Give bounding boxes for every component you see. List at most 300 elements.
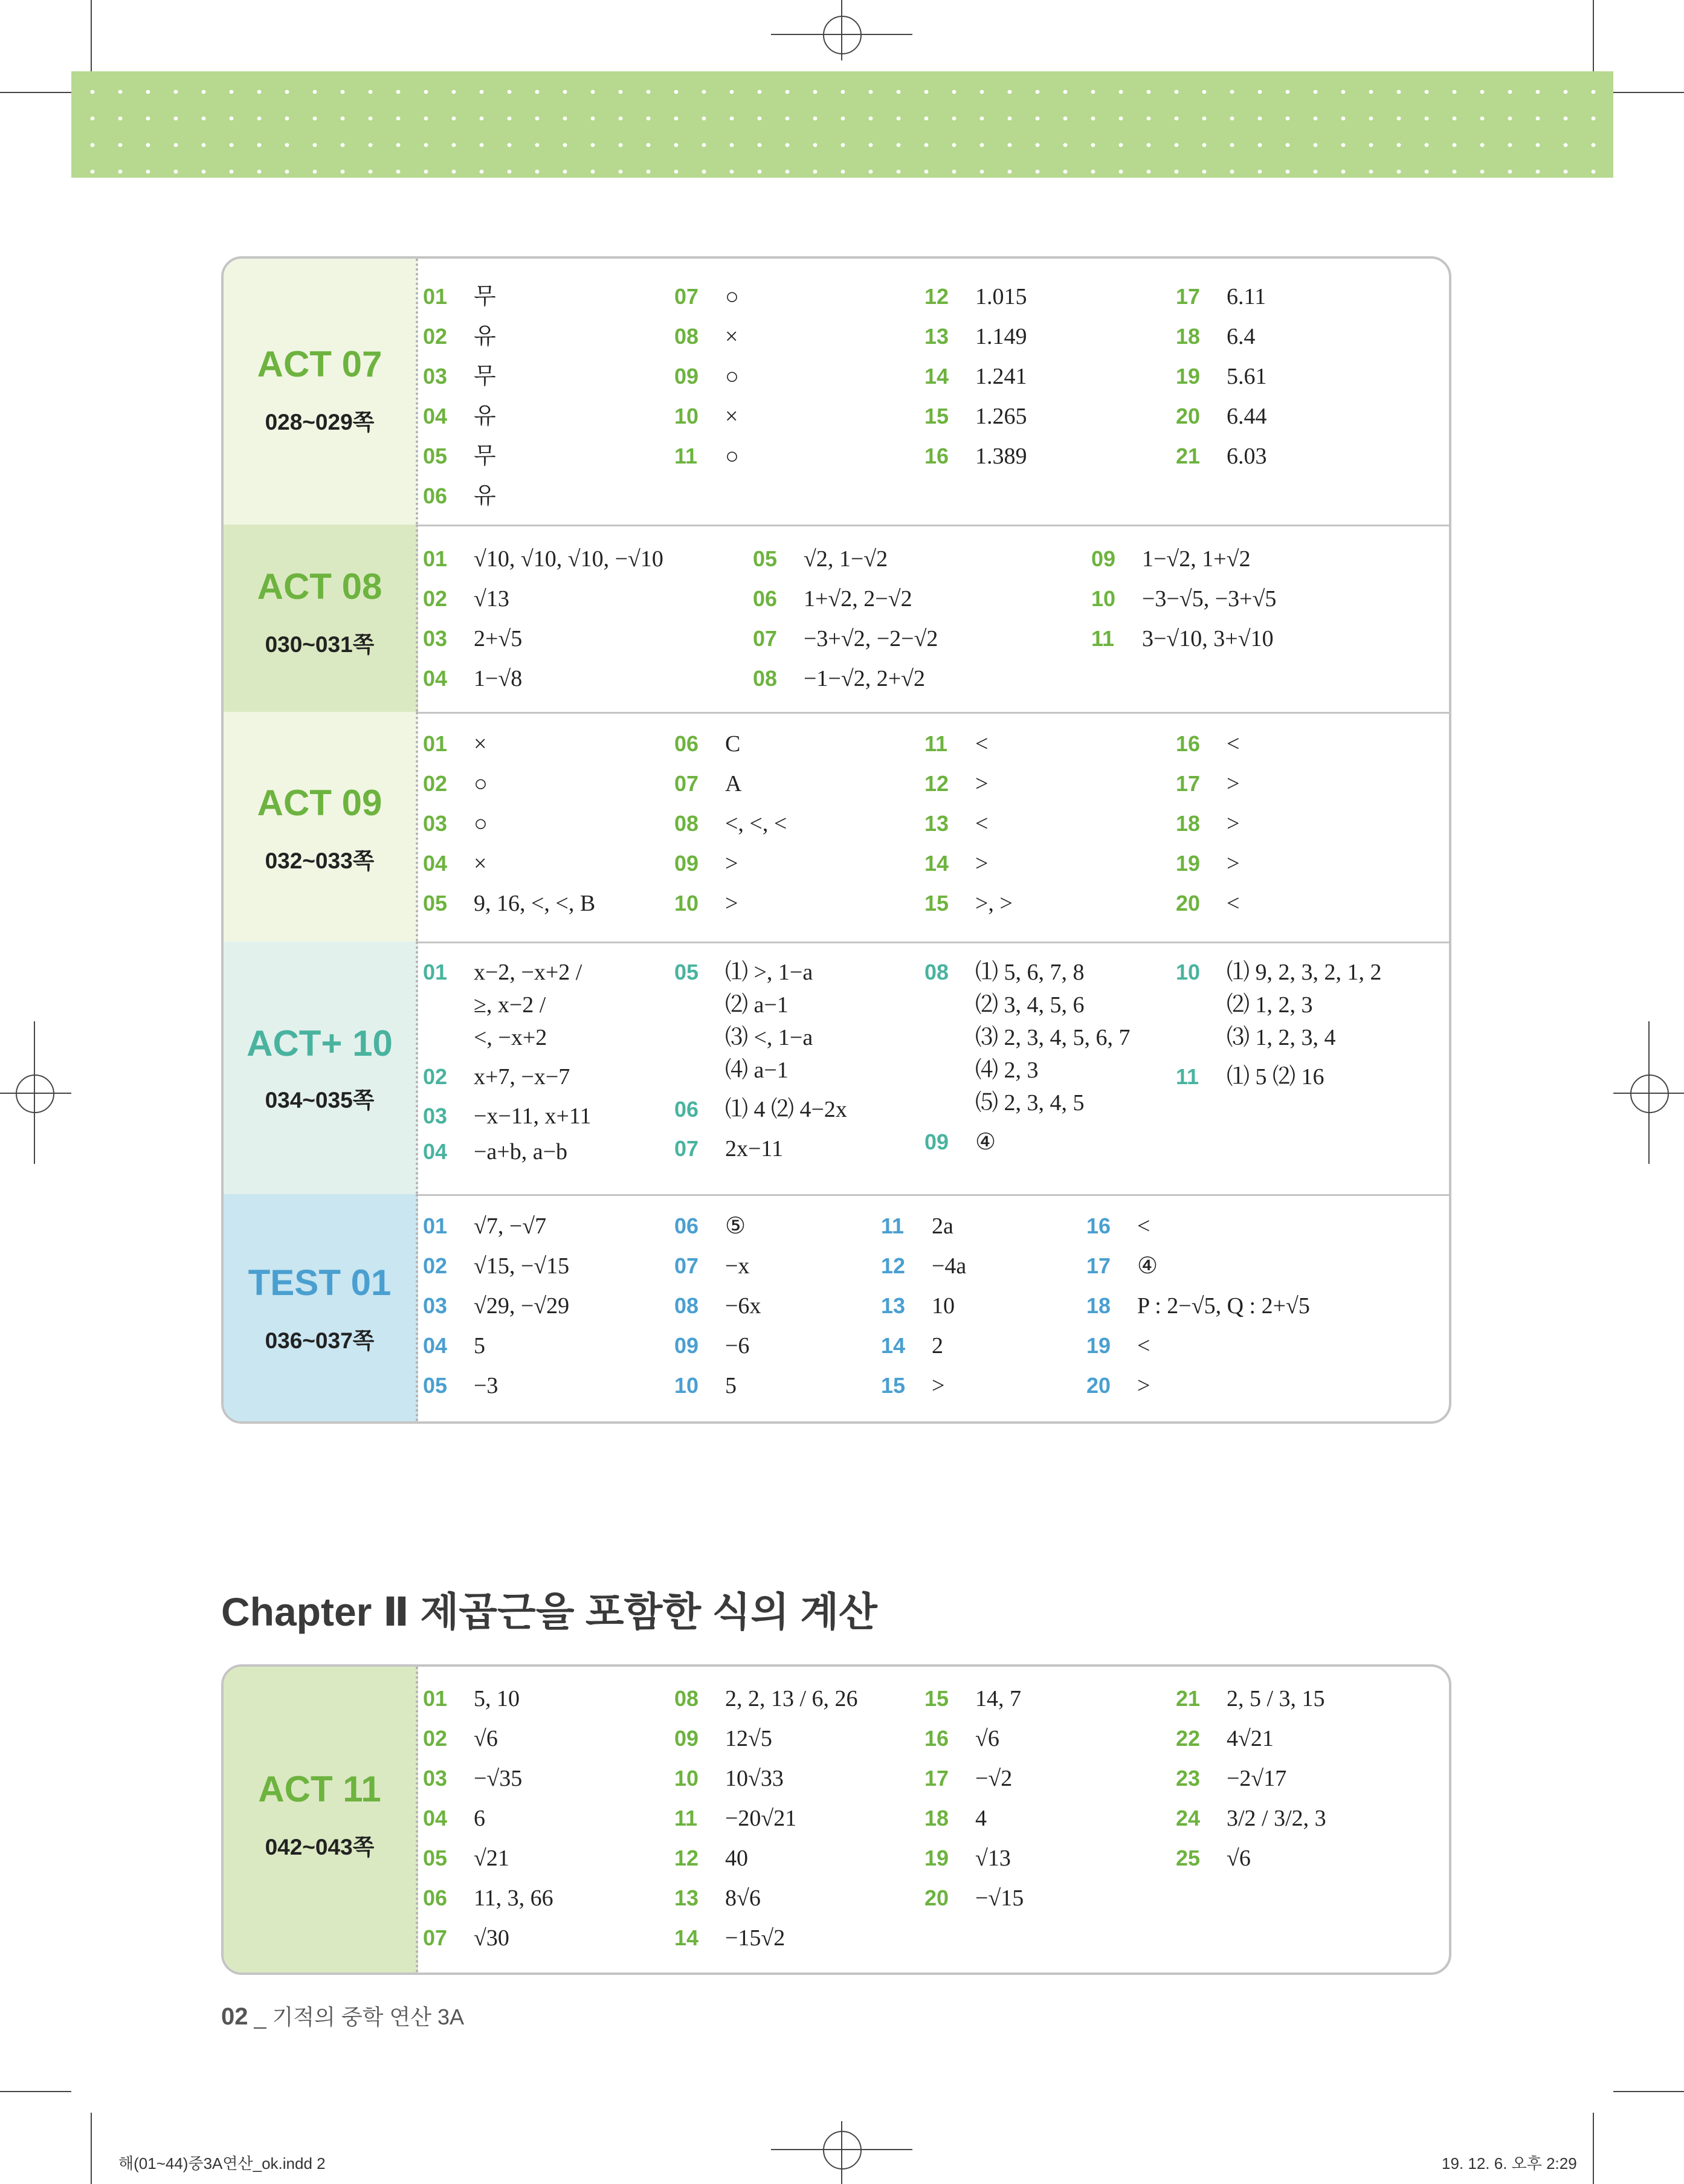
answer-text: ⑷ a−1: [725, 1058, 789, 1083]
answer-text: 6.03: [1227, 444, 1267, 469]
slug-date: 19. 12. 6. 오후 2:29: [1442, 2154, 1577, 2173]
answer-text: ⑶ 2, 3, 4, 5, 6, 7: [975, 1025, 1131, 1050]
answer-text: −x−11, x+11: [474, 1103, 592, 1129]
answer-item: [423, 728, 486, 760]
answer-text: −4a: [932, 1253, 967, 1279]
question-number: 20: [1176, 891, 1201, 916]
answer-text: 40: [725, 1846, 748, 1871]
answer-text: >: [1227, 851, 1240, 876]
answer-item: [423, 622, 522, 655]
answer-item: [423, 440, 496, 473]
question-number: 20: [1176, 404, 1201, 428]
question-number: 02: [423, 324, 448, 349]
question-number: 07: [674, 284, 699, 309]
answer-text: 무: [474, 364, 496, 389]
answer-item: [674, 360, 739, 393]
answer-text: √15, −√15: [474, 1253, 570, 1279]
answer-text: ⑴ 4 ⑵ 4−2x: [725, 1096, 847, 1122]
question-number: 10: [1176, 960, 1201, 984]
answer-item: [674, 1132, 783, 1165]
question-number: 13: [924, 811, 949, 836]
answer-text: 10: [932, 1293, 955, 1319]
question-number: 17: [924, 1766, 949, 1791]
answer-item: [674, 807, 787, 840]
question-number: 11: [1091, 626, 1115, 651]
answer-item: [423, 543, 663, 575]
answer-item: [924, 440, 1027, 473]
answer-text: ≥, x−2 /: [474, 992, 546, 1018]
answer-item: [674, 1290, 761, 1322]
answer-text: >: [1137, 1373, 1150, 1398]
question-number: 14: [924, 364, 949, 389]
answer-text: 1.265: [975, 404, 1027, 429]
question-number: 18: [924, 1806, 949, 1830]
answer-item: [753, 622, 938, 655]
question-number: 21: [1176, 444, 1201, 468]
book-title: 기적의 중학 연산 3A: [272, 2005, 465, 2029]
answer-item: [1176, 989, 1313, 1021]
answer-item: [1176, 887, 1239, 920]
section-label-panel: [224, 525, 418, 712]
question-number: 14: [881, 1333, 906, 1358]
answer-item: [924, 956, 1085, 989]
answer-section: [224, 712, 1449, 943]
answer-item: [423, 1922, 509, 1954]
answer-text: ⑵ 1, 2, 3: [1227, 992, 1313, 1018]
question-number: 03: [423, 1766, 448, 1791]
section-title: TEST 01: [248, 1262, 392, 1303]
answer-item: [423, 1290, 569, 1322]
question-number: 06: [423, 1885, 448, 1910]
question-number: 10: [674, 404, 699, 428]
question-number: 02: [423, 1253, 448, 1278]
answer-text: <, −x+2: [474, 1025, 547, 1050]
question-number: 06: [753, 586, 778, 611]
question-number: 18: [1176, 324, 1201, 349]
answer-text: 2: [932, 1333, 943, 1359]
answer-item: [674, 320, 738, 353]
answer-text: ④: [1137, 1253, 1158, 1279]
answer-section: [224, 525, 1449, 714]
answer-item: [674, 1722, 772, 1755]
answer-text: <: [1137, 1213, 1150, 1239]
answer-item: [1086, 1369, 1150, 1402]
question-number: 02: [423, 1726, 448, 1751]
answer-item: [423, 1061, 570, 1093]
answer-text: √6: [975, 1726, 999, 1751]
answer-item: [1091, 543, 1251, 575]
answer-table-chapter-2: [221, 1664, 1451, 1975]
answer-text: ⑶ 1, 2, 3, 4: [1227, 1025, 1336, 1050]
question-number: 16: [1176, 731, 1201, 756]
question-number: 18: [1086, 1293, 1111, 1318]
answer-text: <: [975, 811, 989, 836]
answer-item: [423, 1842, 509, 1875]
answer-item: [924, 1087, 1085, 1119]
section-pages: 034~035쪽: [265, 1088, 375, 1113]
question-number: 22: [1176, 1726, 1201, 1751]
answer-text: 6.11: [1227, 284, 1266, 309]
question-number: 02: [423, 586, 448, 611]
answer-text: ×: [725, 404, 738, 429]
answer-item: [924, 1021, 1131, 1054]
question-number: 05: [423, 1373, 448, 1398]
question-number: 14: [924, 851, 949, 876]
answer-text: <: [1227, 891, 1240, 916]
question-number: 03: [423, 364, 448, 389]
answer-item: [1086, 1210, 1150, 1242]
question-number: 04: [423, 1139, 448, 1164]
crop-mark: [0, 2091, 71, 2092]
question-number: 15: [924, 891, 949, 916]
answer-text: >: [975, 851, 989, 876]
answer-item: [1176, 1722, 1274, 1755]
answer-text: √6: [1227, 1846, 1251, 1871]
answer-item: [423, 1250, 569, 1282]
answer-text: ⑴ 9, 2, 3, 2, 1, 2: [1227, 960, 1382, 985]
question-number: 21: [1176, 1686, 1201, 1711]
answer-item: [1176, 847, 1239, 880]
answer-text: 1.015: [975, 284, 1027, 309]
answer-text: >: [1227, 811, 1240, 836]
answer-item: [1176, 1682, 1325, 1715]
answer-text: 1.389: [975, 444, 1027, 469]
question-number: 17: [1176, 771, 1201, 796]
answer-text: 1.241: [975, 364, 1027, 389]
answer-item: [423, 1136, 567, 1168]
answer-item: [1176, 807, 1239, 840]
answer-item: [753, 543, 888, 575]
answer-item: [423, 1762, 522, 1795]
slug-filename: 해(01~44)중3A연산_ok.indd 2: [118, 2154, 326, 2173]
answer-text: −6x: [725, 1293, 761, 1319]
question-number: 07: [423, 1925, 448, 1950]
question-number: 02: [423, 771, 448, 796]
answer-text: >, >: [975, 891, 1013, 916]
answer-text: −3−√5, −3+√5: [1142, 586, 1277, 612]
answer-item: [423, 1802, 485, 1835]
section-label-panel: [224, 259, 418, 525]
answer-text: 1.149: [975, 324, 1027, 349]
registration-mark: [16, 1074, 54, 1113]
question-number: 08: [674, 324, 699, 349]
answer-text: −√15: [975, 1885, 1024, 1911]
answer-item: [924, 1842, 1011, 1875]
answer-text: 3/2 / 3/2, 3: [1227, 1806, 1326, 1831]
answer-text: >: [725, 851, 738, 876]
answer-item: [924, 1054, 1039, 1087]
question-number: 07: [674, 771, 699, 796]
question-number: 08: [674, 811, 699, 836]
question-number: 16: [1086, 1213, 1111, 1238]
answer-text: 5, 10: [474, 1686, 520, 1711]
answer-item: [674, 280, 739, 313]
question-number: 10: [674, 1766, 699, 1791]
answer-text: −3+√2, −2−√2: [804, 626, 938, 651]
answer-text: 6.4: [1227, 324, 1256, 349]
answer-text: ④: [975, 1129, 996, 1155]
question-number: 05: [423, 1846, 448, 1870]
answer-item: [881, 1290, 955, 1322]
question-number: 16: [924, 444, 949, 468]
answer-item: [1086, 1329, 1150, 1362]
answer-item: [1176, 440, 1267, 473]
answer-text: 2+√5: [474, 626, 523, 651]
question-number: 16: [924, 1726, 949, 1751]
answer-item: [924, 1802, 987, 1835]
answer-text: 무: [474, 444, 496, 469]
answer-item: [674, 1762, 784, 1795]
question-number: 09: [1091, 546, 1116, 571]
question-number: 03: [423, 811, 448, 836]
answer-item: [1176, 956, 1382, 989]
answer-text: √6: [474, 1726, 498, 1751]
answer-text: √2, 1−√2: [804, 546, 888, 572]
question-number: 12: [924, 284, 949, 309]
answer-item: [924, 1126, 996, 1158]
answer-text: 4: [975, 1806, 987, 1831]
answer-text: 11, 3, 66: [474, 1885, 553, 1911]
crop-mark: [91, 2113, 92, 2184]
answer-item: [423, 480, 496, 512]
answer-item: [674, 1682, 858, 1715]
answer-item: [423, 807, 488, 840]
question-number: 12: [924, 771, 949, 796]
question-number: 11: [674, 1806, 698, 1830]
answer-item: [924, 1722, 999, 1755]
question-number: 17: [1176, 284, 1201, 309]
answer-item: [924, 989, 1085, 1021]
answer-text: 1−√8: [474, 666, 523, 691]
answer-item: [674, 1250, 749, 1282]
answer-item: [674, 1802, 796, 1835]
question-number: 09: [924, 1129, 949, 1154]
question-number: 03: [423, 626, 448, 651]
answer-text: 5: [725, 1373, 737, 1398]
answer-text: 5.61: [1227, 364, 1267, 389]
answer-item: [423, 1682, 520, 1715]
answer-text: 6: [474, 1806, 485, 1831]
answer-item: [423, 989, 546, 1021]
question-number: 17: [1086, 1253, 1111, 1278]
question-number: 09: [674, 1333, 699, 1358]
answer-text: x+7, −x−7: [474, 1064, 570, 1090]
answer-text: √13: [474, 586, 509, 612]
answer-item: [924, 847, 988, 880]
page-footer: [221, 2000, 464, 2031]
answer-text: −x: [725, 1253, 750, 1279]
answer-text: 3−√10, 3+√10: [1142, 626, 1274, 651]
answer-item: [674, 1093, 847, 1126]
answer-text: √29, −√29: [474, 1293, 570, 1319]
question-number: 07: [674, 1136, 699, 1161]
question-number: 01: [423, 1213, 448, 1238]
answer-item: [674, 1922, 785, 1954]
registration-mark: [1630, 1074, 1669, 1113]
crop-mark: [1593, 0, 1594, 71]
answer-item: [924, 728, 988, 760]
answer-item: [423, 1369, 498, 1402]
question-number: 11: [924, 731, 948, 756]
answer-text: −6: [725, 1333, 750, 1359]
answer-text: C: [725, 731, 741, 757]
answer-item: [1176, 400, 1267, 433]
section-pages: 042~043쪽: [265, 1835, 375, 1859]
answer-item: [753, 662, 925, 695]
question-number: 04: [423, 851, 448, 876]
question-number: 06: [674, 1213, 699, 1238]
question-number: 13: [674, 1885, 699, 1910]
question-number: 13: [881, 1293, 906, 1318]
answer-item: [1176, 1762, 1286, 1795]
question-number: 24: [1176, 1806, 1201, 1830]
answer-text: 2x−11: [725, 1136, 784, 1161]
question-number: 01: [423, 731, 448, 756]
question-number: 08: [924, 960, 949, 984]
question-number: 15: [924, 404, 949, 428]
section-label-panel: [224, 712, 418, 942]
question-number: 14: [674, 1925, 699, 1950]
answer-text: ⑶ <, 1−a: [725, 1025, 813, 1050]
answer-text: >: [975, 771, 989, 796]
question-number: 05: [423, 444, 448, 468]
answer-item: [1176, 320, 1256, 353]
answer-item: [423, 1329, 485, 1362]
answer-text: 유: [474, 324, 496, 349]
answer-item: [881, 1210, 953, 1242]
question-number: 18: [1176, 811, 1201, 836]
answer-item: [1091, 622, 1274, 655]
question-number: 10: [1091, 586, 1116, 611]
question-number: 03: [423, 1103, 448, 1128]
answer-item: [674, 989, 789, 1021]
answer-text: √21: [474, 1846, 509, 1871]
answer-text: −√2: [975, 1766, 1013, 1791]
answer-text: √7, −√7: [474, 1213, 547, 1239]
question-number: 04: [423, 1806, 448, 1830]
answer-section: [224, 1667, 1449, 1972]
question-number: 08: [674, 1686, 699, 1711]
answer-item: [674, 956, 813, 989]
crop-mark: [1593, 2113, 1594, 2184]
section-title: ACT 11: [258, 1769, 381, 1809]
answer-item: [924, 280, 1027, 313]
answer-text: ⑴ >, 1−a: [725, 960, 813, 985]
answer-item: [1176, 360, 1267, 393]
answer-text: −20√21: [725, 1806, 797, 1831]
question-number: 04: [423, 404, 448, 428]
answer-text: 6.44: [1227, 404, 1267, 429]
question-number: 01: [423, 960, 448, 984]
question-number: 05: [674, 960, 699, 984]
crop-mark: [1613, 92, 1684, 93]
answer-text: 유: [474, 404, 496, 429]
question-number: 23: [1176, 1766, 1201, 1791]
answer-item: [423, 1021, 547, 1054]
question-number: 05: [753, 546, 778, 571]
answer-item: [423, 887, 595, 920]
answer-item: [1176, 280, 1266, 313]
answer-item: [674, 1369, 737, 1402]
question-number: 01: [423, 284, 448, 309]
section-title: ACT+ 10: [247, 1023, 393, 1064]
question-number: 25: [1176, 1846, 1201, 1870]
answer-item: [881, 1329, 943, 1362]
answer-text: 5: [474, 1333, 485, 1359]
answer-item: [674, 400, 738, 433]
answer-item: [423, 360, 496, 393]
answer-text: ○: [725, 284, 739, 309]
answer-item: [423, 400, 496, 433]
answer-text: 10√33: [725, 1766, 784, 1791]
question-number: 20: [924, 1885, 949, 1910]
section-label-panel: [224, 1667, 418, 1972]
answer-text: <: [1227, 731, 1240, 757]
answer-item: [924, 400, 1027, 433]
question-number: 09: [674, 1726, 699, 1751]
answer-text: √30: [474, 1925, 509, 1951]
answer-item: [1176, 1061, 1324, 1093]
question-number: 12: [674, 1846, 699, 1870]
answer-item: [674, 1210, 746, 1242]
question-number: 01: [423, 1686, 448, 1711]
answer-section: [224, 259, 1449, 526]
question-number: 20: [1086, 1373, 1111, 1398]
section-pages: 032~033쪽: [265, 848, 375, 873]
question-number: 15: [924, 1686, 949, 1711]
question-number: 19: [924, 1846, 949, 1870]
answer-text: ×: [725, 324, 738, 349]
answer-item: [1086, 1250, 1158, 1282]
answer-item: [674, 1329, 749, 1362]
answer-text: ○: [725, 364, 739, 389]
answer-item: [423, 767, 488, 800]
question-number: 11: [674, 444, 698, 468]
question-number: 09: [674, 364, 699, 389]
answer-text: −√35: [474, 1766, 523, 1791]
answer-item: [924, 1882, 1024, 1914]
question-number: 19: [1086, 1333, 1111, 1358]
answer-item: [674, 847, 738, 880]
answer-item: [674, 767, 741, 800]
answer-item: [924, 320, 1027, 353]
answer-item: [881, 1250, 966, 1282]
answer-text: −1−√2, 2+√2: [804, 666, 926, 691]
question-number: 01: [423, 546, 448, 571]
answer-text: ×: [474, 731, 487, 757]
answer-item: [423, 1100, 591, 1132]
answer-text: >: [932, 1373, 945, 1398]
answer-item: [1176, 1842, 1251, 1875]
answer-item: [674, 1054, 789, 1087]
answer-text: ⑵ a−1: [725, 992, 789, 1018]
answer-item: [924, 1682, 1021, 1715]
answer-text: ⑵ 3, 4, 5, 6: [975, 992, 1085, 1018]
chapter-title: Chapter Ⅱ 제곱근을 포함한 식의 계산: [221, 1589, 877, 1634]
question-number: 07: [674, 1253, 699, 1278]
registration-mark: [823, 16, 862, 54]
answer-text: ○: [474, 811, 488, 836]
crop-mark: [0, 92, 71, 93]
answer-text: ×: [474, 851, 487, 876]
answer-text: ⑷ 2, 3: [975, 1058, 1039, 1083]
answer-item: [1176, 767, 1239, 800]
question-number: 10: [674, 1373, 699, 1398]
question-number: 06: [674, 731, 699, 756]
answer-item: [924, 807, 988, 840]
question-number: 05: [423, 891, 448, 916]
section-title: ACT 09: [257, 783, 382, 823]
